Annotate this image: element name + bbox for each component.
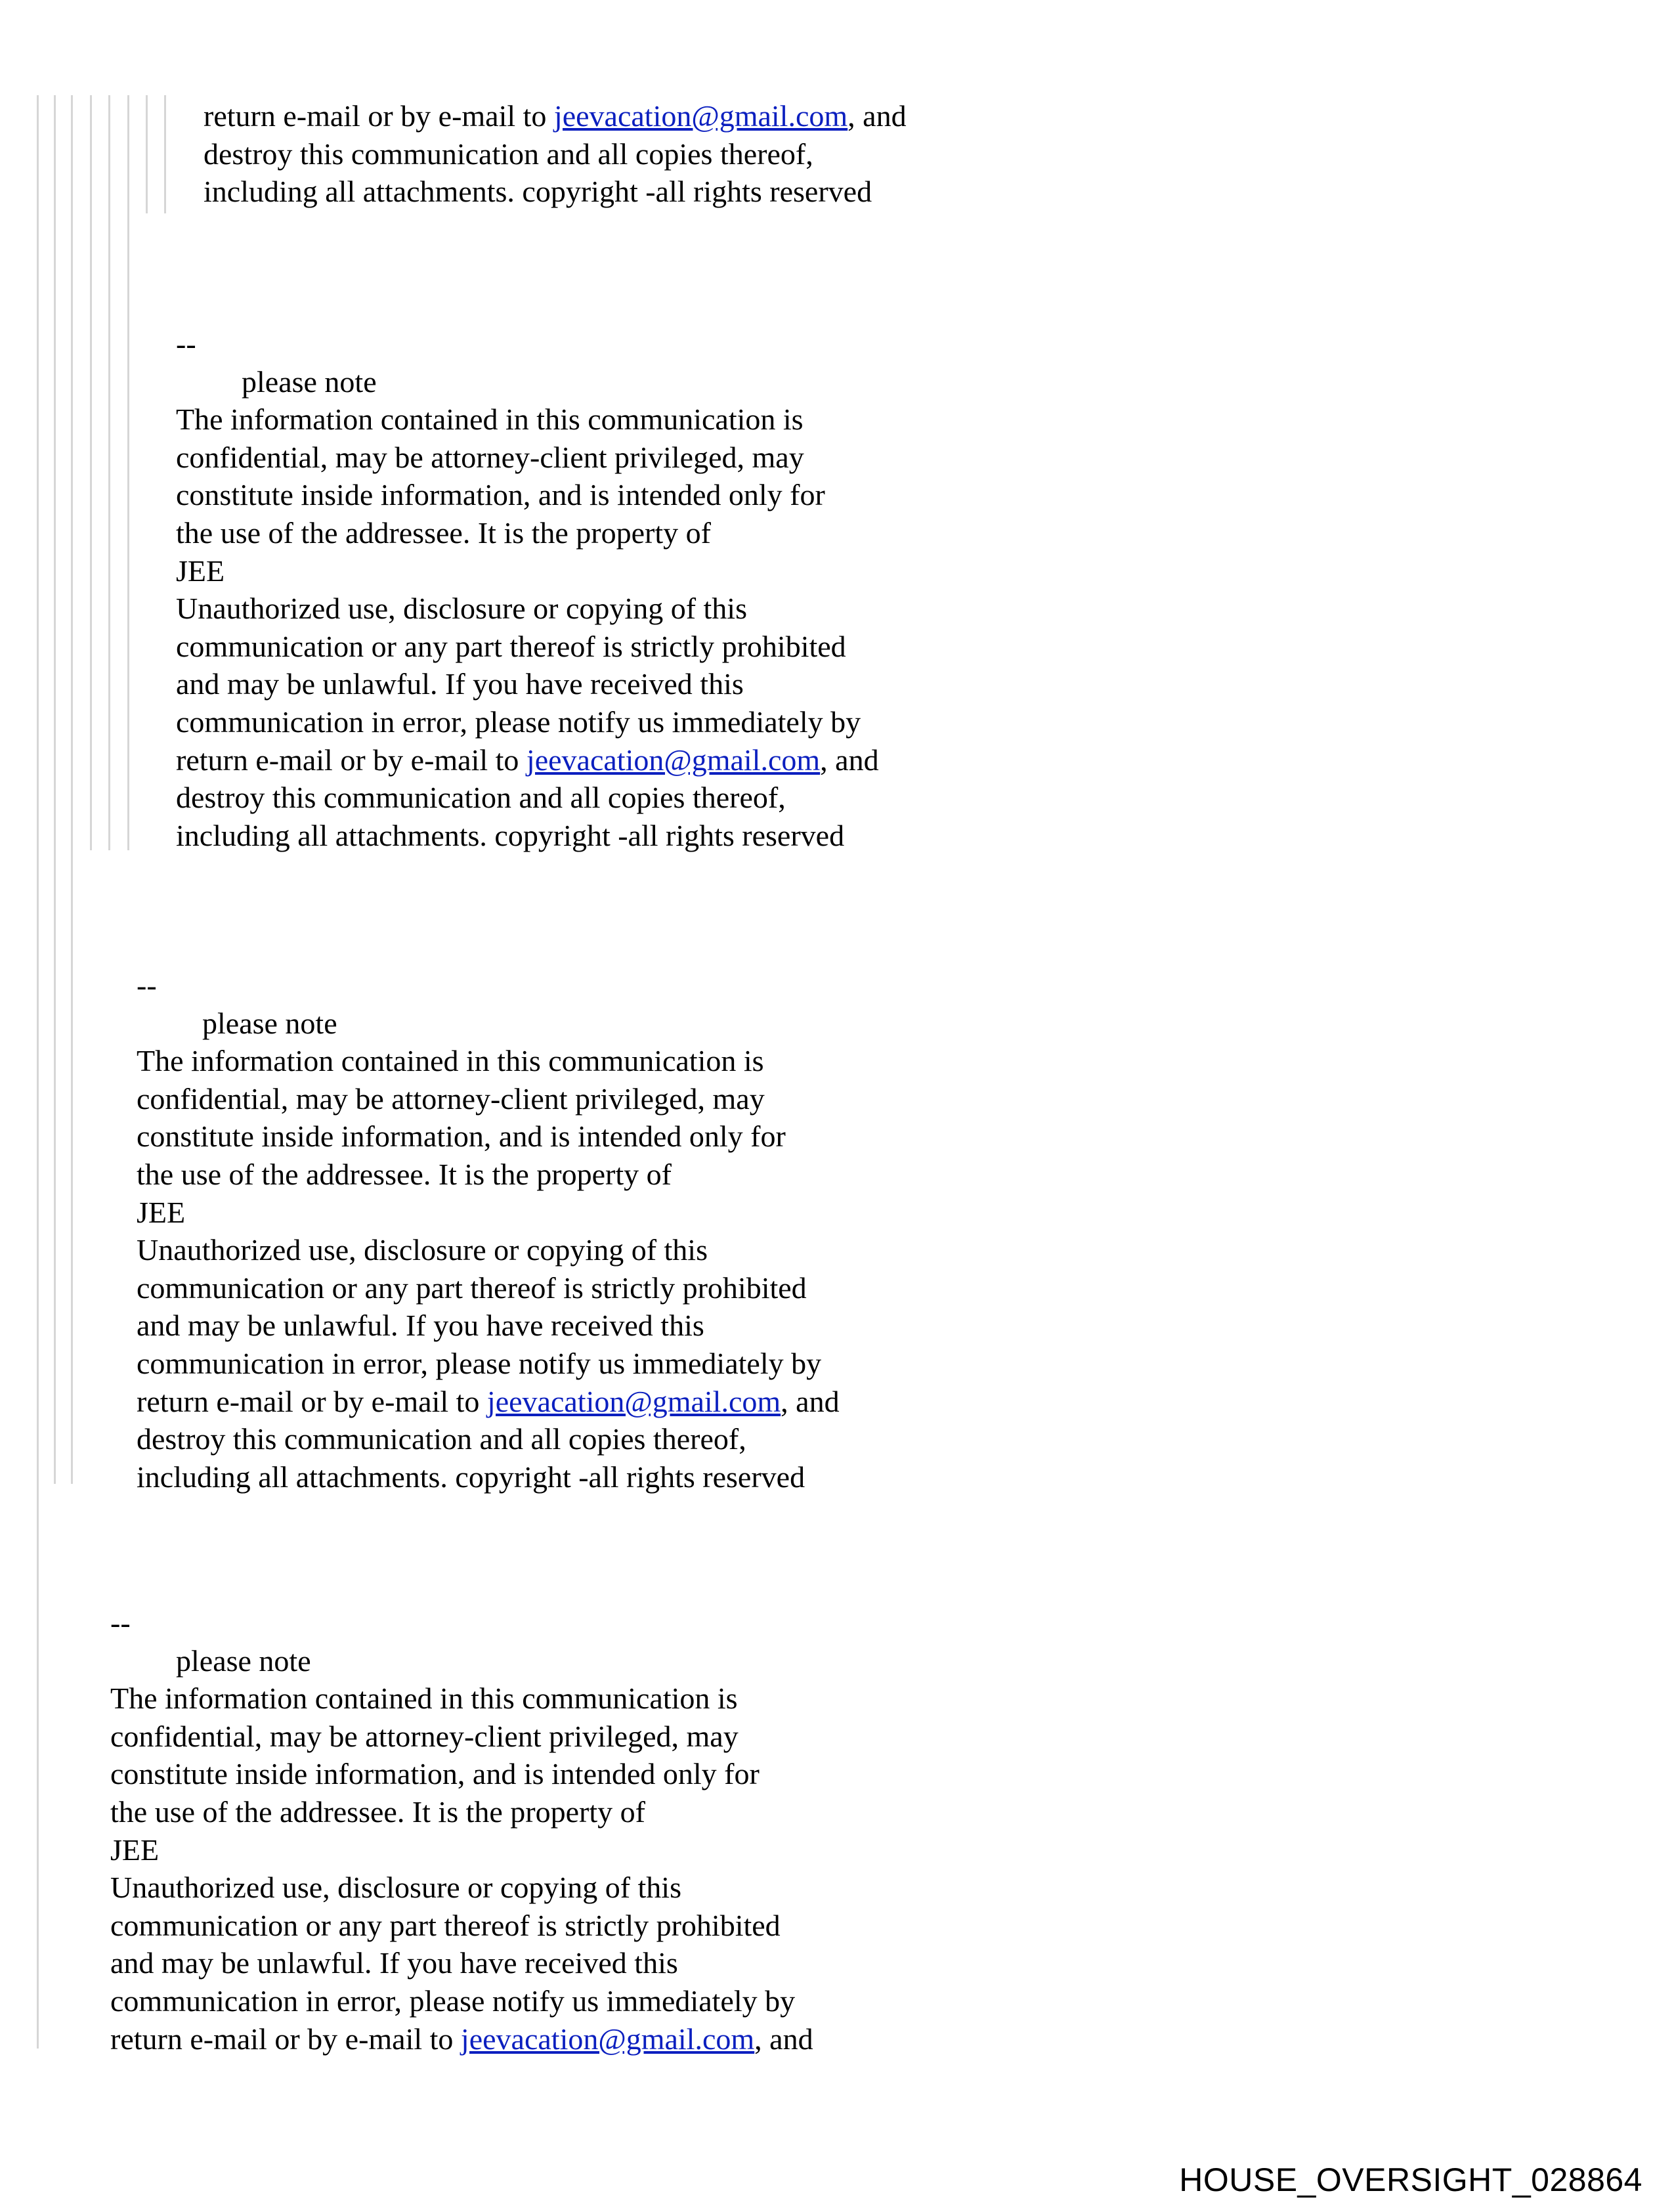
text-line: communication in error, please notify us immediately by [176,705,861,739]
text-line: including all attachments. copyright -all rights reserved [176,818,845,852]
text-line: confidential, may be attorney-client privileged, may [110,1719,739,1753]
text-line: JEE [176,553,225,588]
text-line: Unauthorized use, disclosure or copying of this [176,592,747,626]
text-line: return e-mail or by e-mail to jeevacation@gmail.com, and [176,743,879,777]
please-note-heading: please note [202,1006,337,1040]
signature-dashes: -- [110,1606,131,1639]
text-line: The information contained in this communication is [137,1044,764,1078]
text-line: communication or any part thereof is strictly prohibited [176,629,846,663]
please-note-heading: please note [242,364,377,399]
text-line: return e-mail or by e-mail to jeevacation@gmail.com, and [137,1384,840,1418]
text-line: communication in error, please notify us immediately by [137,1346,822,1380]
text-line: confidential, may be attorney-client privileged, may [137,1081,765,1116]
quote-bar [108,95,110,850]
disclaimer-block [176,325,879,854]
text-line: JEE [110,1832,160,1867]
email-link[interactable]: jeevacation@gmail.com [553,99,848,133]
text-line: the use of the addressee. It is the property of [176,515,711,550]
text-line: and may be unlawful. If you have received this [137,1309,704,1343]
text-line: constitute inside information, and is intended only for [110,1757,760,1791]
quote-bar [71,95,73,1484]
text-line: return e-mail or by e-mail to jeevacation@gmail.com, and [110,2022,813,2056]
text-line: and may be unlawful. If you have received this [110,1946,678,1980]
text-line: including all attachments. copyright -all rights reserved [137,1460,805,1494]
text-line: The information contained in this communication is [176,402,804,437]
text-line: return e-mail or by e-mail to jeevacation@gmail.com, and [204,99,907,133]
bates-number: HOUSE_OVERSIGHT_028864 [1179,2161,1642,2198]
quote-bar [90,95,92,850]
please-note-heading: please note [176,1643,311,1678]
signature-dashes: -- [176,327,196,360]
text-line: destroy this communication and all copies thereof, [137,1422,746,1456]
text-line: communication or any part thereof is strictly prohibited [137,1270,807,1305]
text-line: constitute inside information, and is intended only for [176,478,825,512]
disclaimer-block [137,966,840,1496]
text-line: communication in error, please notify us immediately by [110,1984,796,2018]
text-line: destroy this communication and all copies thereof, [204,137,813,171]
text-line: the use of the addressee. It is the property of [110,1794,645,1829]
text-line: The information contained in this communication is [110,1681,738,1716]
quote-bar [37,95,39,2049]
quote-bar [127,95,129,850]
quote-bar [146,95,148,213]
text-line: confidential, may be attorney-client privileged, may [176,440,804,474]
quote-bar [164,95,166,213]
text-line: including all attachments. copyright -all rights reserved [204,175,872,209]
text-line: JEE [137,1195,186,1229]
text-line: and may be unlawful. If you have received this [176,667,744,701]
disclaimer-fragment [204,97,907,211]
text-line: Unauthorized use, disclosure or copying of this [110,1871,681,1905]
signature-dashes: -- [137,968,157,1002]
text-line: Unauthorized use, disclosure or copying of this [137,1233,708,1267]
email-link[interactable]: jeevacation@gmail.com [460,2022,755,2056]
text-line: communication or any part thereof is strictly prohibited [110,1908,781,1942]
text-line: destroy this communication and all copies thereof, [176,781,786,815]
text-line: the use of the addressee. It is the property of [137,1157,672,1191]
email-link[interactable]: jeevacation@gmail.com [486,1384,781,1418]
email-link[interactable]: jeevacation@gmail.com [526,743,821,777]
text-line: constitute inside information, and is intended only for [137,1119,786,1154]
disclaimer-block [110,1604,813,2058]
quote-bar [54,95,56,1484]
